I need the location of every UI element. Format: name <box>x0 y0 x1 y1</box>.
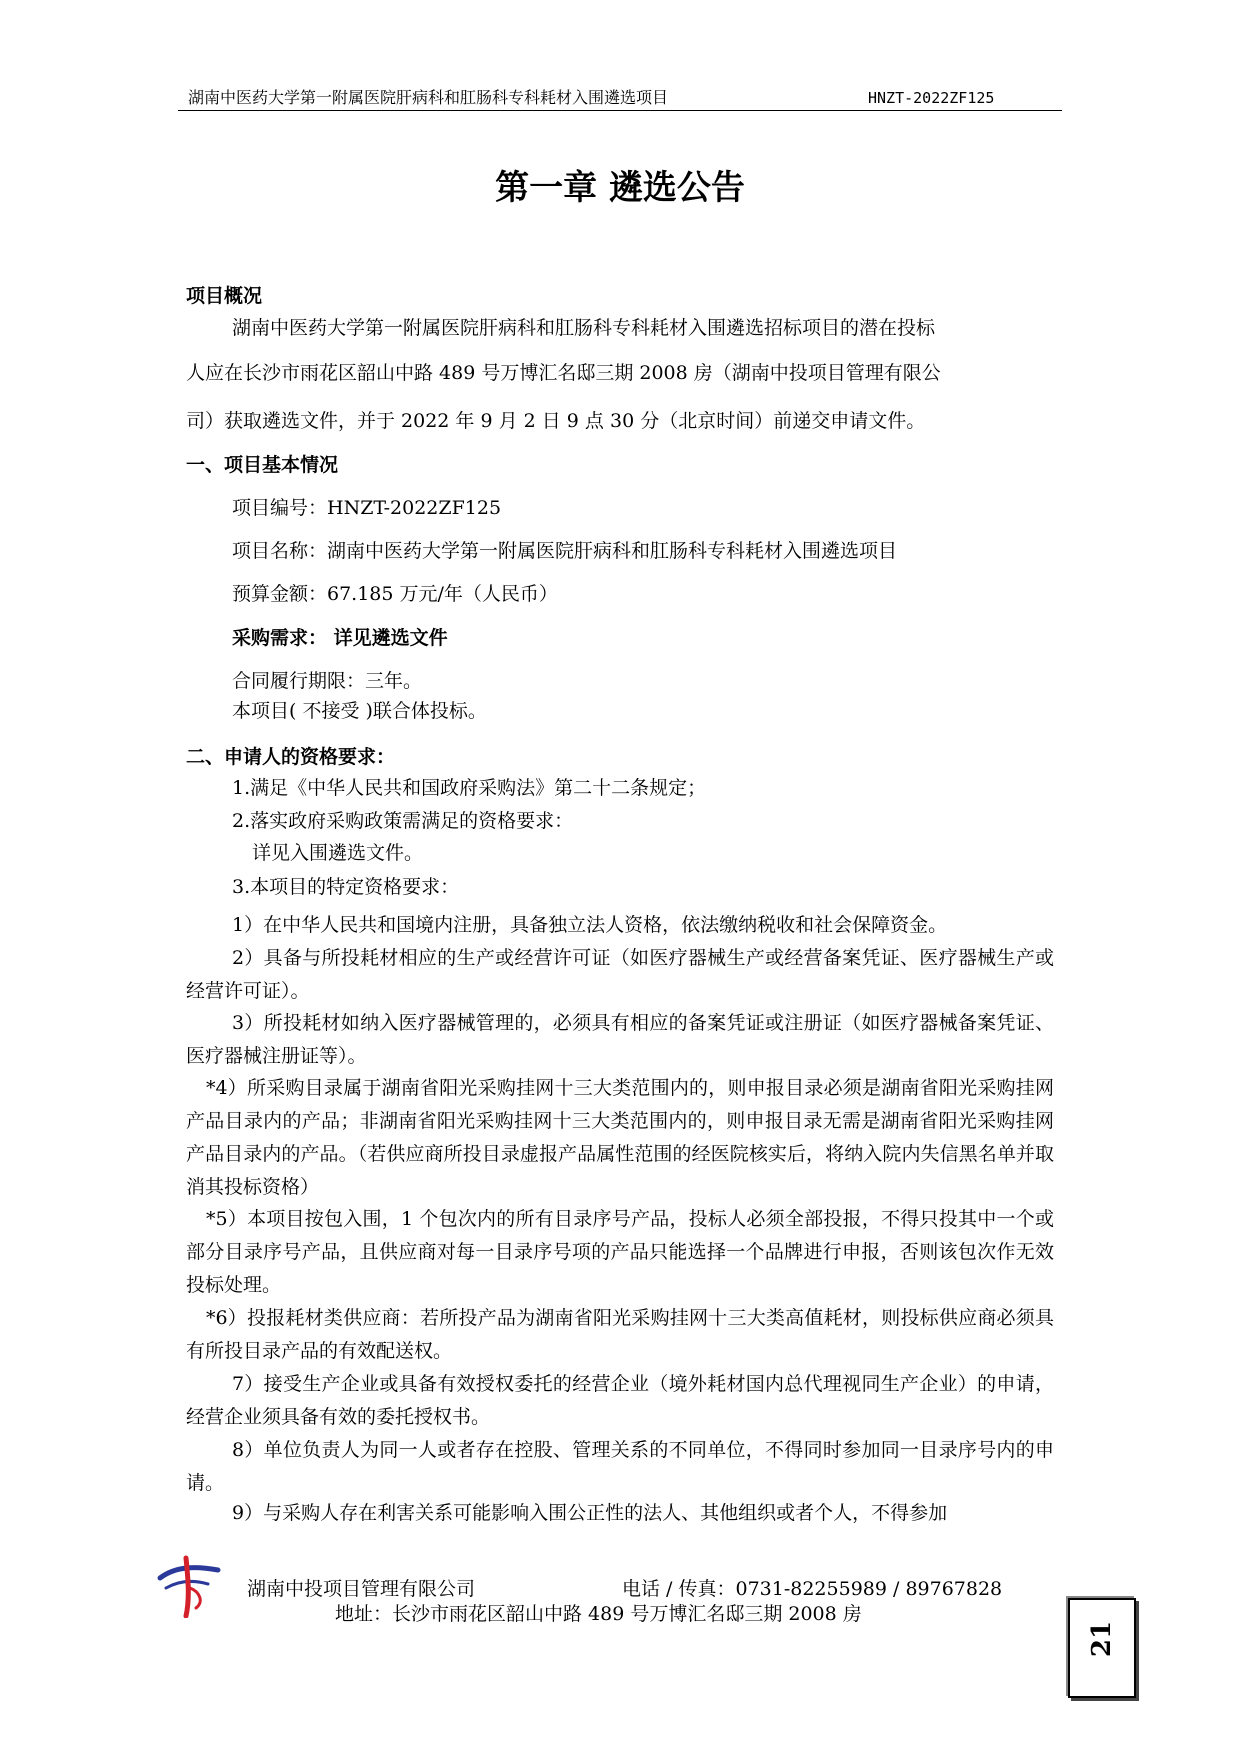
footer-company: 湖南中投项目管理有限公司 <box>247 1578 476 1600</box>
overview-line-2: 人应在长沙市雨花区韶山中路 489 号万博汇名邸三期 2008 房（湖南中投项目管理有限公 <box>186 362 941 384</box>
header-project-code: HNZT-2022ZF125 <box>868 89 995 107</box>
overview-line-3: 司）获取遴选文件，并于 2022 年 9 月 2 日 9 点 30 分（北京时间）前递交申请文件。 <box>186 410 926 432</box>
requirement-9: 9）与采购人存在利害关系可能影响入围公正性的法人、其他组织或者个人，不得参加 <box>232 1502 948 1524</box>
section1-heading: 一、项目基本情况 <box>186 454 339 476</box>
requirement-7: 7）接受生产企业或具备有效授权委托的经营企业（境外耗材国内总代理视同生产企业）的申请，经营企业须具备有效的委托授权书。 <box>186 1373 1054 1428</box>
procurement-demand: 采购需求： 详见遴选文件 <box>232 627 448 649</box>
header-title: 湖南中医药大学第一附属医院肝病科和肛肠科专科耗材入围遴选项目 <box>188 88 669 107</box>
footer-address: 地址：长沙市雨花区韶山中路 489 号万博汇名邸三期 2008 房 <box>335 1603 862 1625</box>
overview-heading: 项目概况 <box>186 285 263 307</box>
overview-line-1: 湖南中医药大学第一附属医院肝病科和肛肠科专科耗材入围遴选招标项目的潜在投标 <box>232 317 936 339</box>
qualification-item-2: 2.落实政府采购政策需满足的资格要求： <box>232 810 574 832</box>
page-number: 21 <box>1087 1620 1118 1658</box>
qualification-item-2-detail: 详见入围遴选文件。 <box>252 842 424 864</box>
requirement-6: *6）投报耗材类供应商：若所投产品为湖南省阳光采购挂网十三大类高值耗材，则投标供应商必须具有所投目录产品的有效配送权。 <box>186 1307 1054 1362</box>
chapter-title: 第一章 遴选公告 <box>495 168 745 208</box>
page-header <box>178 86 1062 111</box>
section2-heading: 二、申请人的资格要求： <box>186 746 396 768</box>
requirement-1: 1）在中华人民共和国境内注册，具备独立法人资格，依法缴纳税收和社会保障资金。 <box>232 914 948 936</box>
requirement-5: *5）本项目按包入围，1 个包次内的所有目录序号产品，投标人必须全部投报，不得只投其中一个或部分目录序号产品，且供应商对每一目录序号项的产品只能选择一个品牌进行申报，否则该包次作无效投标处理。 <box>186 1208 1054 1296</box>
company-logo-icon <box>156 1548 226 1618</box>
qualification-item-3: 3.本项目的特定资格要求： <box>232 876 460 898</box>
page-number-box <box>1068 1598 1136 1698</box>
qualification-item-1: 1.满足《中华人民共和国政府采购法》第二十二条规定； <box>232 777 707 799</box>
requirement-4: *4）所采购目录属于湖南省阳光采购挂网十三大类范围内的，则申报目录必须是湖南省阳光采购挂网产品目录内的产品；非湖南省阳光采购挂网十三大类范围内的，则申报目录无需是湖南省阳光采购挂网产品目录内的产品。（若供应商所投目录虚报产品属性范围的经医院核实后，将纳入院内失信黑名单并取消其投标资格） <box>186 1077 1054 1198</box>
consortium-bidding: 本项目( 不接受 )联合体投标。 <box>232 700 487 722</box>
requirement-2: 2）具备与所投耗材相应的生产或经营许可证（如医疗器械生产或经营备案凭证、医疗器械生产或经营许可证）。 <box>186 947 1054 1002</box>
requirement-3: 3）所投耗材如纳入医疗器械管理的，必须具有相应的备案凭证或注册证（如医疗器械备案凭证、医疗器械注册证等）。 <box>186 1012 1054 1067</box>
requirement-8: 8）单位负责人为同一人或者存在控股、管理关系的不同单位，不得同时参加同一目录序号内的申请。 <box>186 1439 1054 1494</box>
project-name: 项目名称：湖南中医药大学第一附属医院肝病科和肛肠科专科耗材入围遴选项目 <box>232 540 898 562</box>
footer-phone: 电话 / 传真：0731-82255989 / 89767828 <box>622 1578 1003 1600</box>
contract-period: 合同履行期限：三年。 <box>232 670 423 692</box>
budget-amount: 预算金额：67.185 万元/年（人民币） <box>232 583 558 605</box>
project-number: 项目编号：HNZT-2022ZF125 <box>232 497 502 519</box>
